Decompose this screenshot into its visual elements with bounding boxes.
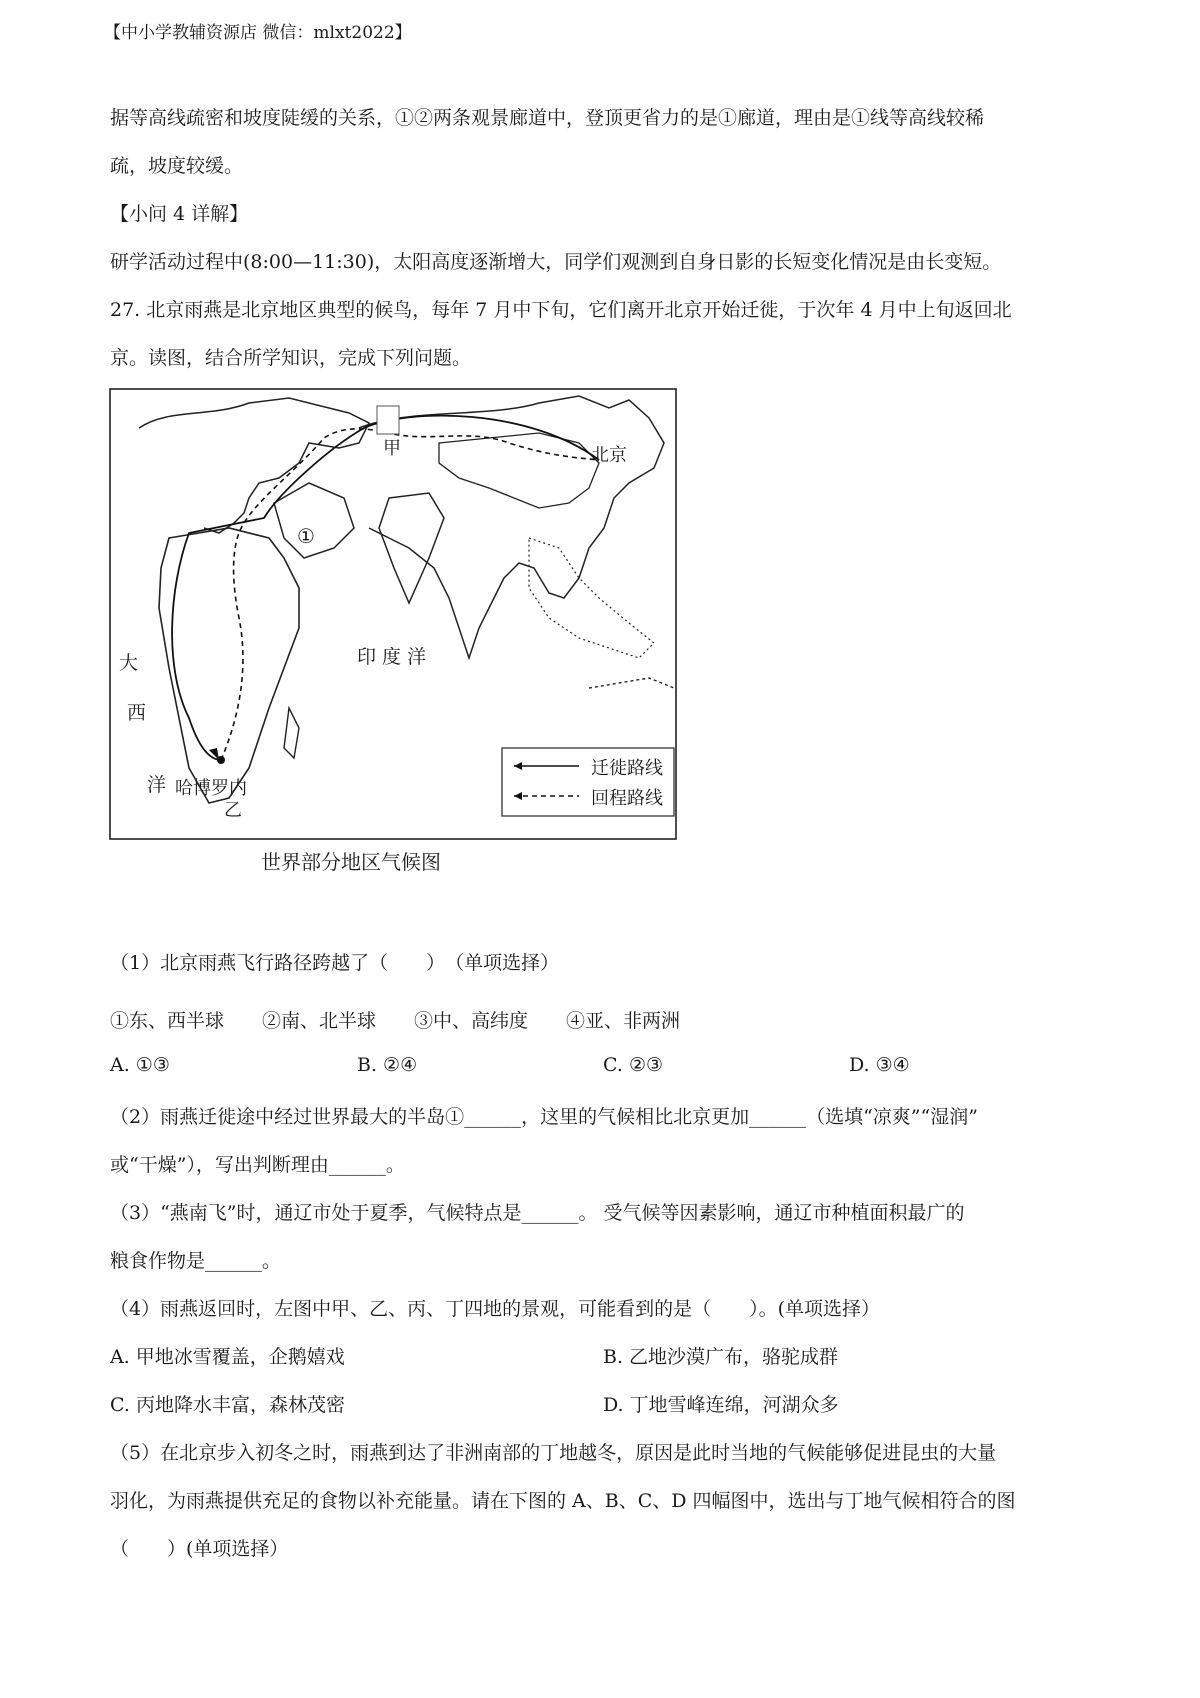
option-d: D. ③④: [849, 1054, 910, 1076]
legend-migrate: 迁徙路线: [591, 758, 663, 779]
label-indian-ocean: 印 度 洋: [357, 646, 427, 668]
label-atlantic-2: 西: [127, 702, 147, 724]
label-jia: 甲: [383, 438, 401, 459]
paragraph: 研学活动过程中(8:00—11:30)，太阳高度逐渐增大，同学们观测到自身日影的长短变化情况是由长变短。: [110, 251, 1002, 273]
option-c: C. 丙地降水丰富，森林茂密: [110, 1394, 345, 1416]
option-c: C. ②③: [603, 1054, 664, 1076]
map-caption: 世界部分地区气候图: [261, 850, 441, 874]
option-d: D. 丁地雪峰连绵，河湖众多: [603, 1394, 839, 1416]
question-5: 羽化，为雨燕提供充足的食物以补充能量。请在下图的 A、B、C、D 四幅图中，选出与丁地气候相符合的图: [110, 1490, 1016, 1512]
question-2: 或“干燥”），写出判断理由______。: [110, 1154, 405, 1176]
paragraph: 疏，坡度较缓。: [110, 155, 244, 177]
label-atlantic-3: 洋: [147, 774, 167, 796]
option-b: B. 乙地沙漠广布，骆驼成群: [603, 1346, 839, 1368]
legend-return: 回程路线: [591, 788, 663, 809]
nairobi-dot: [217, 756, 225, 764]
question-3: 粮食作物是______。: [110, 1250, 282, 1272]
label-yi: 乙: [224, 800, 242, 821]
question-3: （3）“燕南飞”时，通辽市处于夏季，气候特点是______。 受气候等因素影响，通辽市种植面积最广的: [110, 1202, 965, 1224]
question-5: （ ）(单项选择）: [110, 1538, 289, 1560]
page-header: 【中小学教辅资源店 微信：mlxt2022】: [104, 23, 412, 43]
question-27-stem: 27. 北京雨燕是北京地区典型的候鸟，每年 7 月中下旬，它们离开北京开始迁徙，于次年 4 月中上旬返回北: [110, 299, 1012, 321]
question-4: （4）雨燕返回时，左图中甲、乙、丙、丁四地的景观，可能看到的是（ ）。(单项选择）: [110, 1298, 881, 1320]
question-27-stem: 京。读图，结合所学知识，完成下列问题。: [110, 347, 472, 369]
option-a: A. 甲地冰雪覆盖，企鹅嬉戏: [110, 1346, 345, 1368]
label-nairobi: 哈博罗内: [175, 778, 247, 799]
question-1-items: ①东、西半球 ②南、北半球 ③中、高纬度 ④亚、非两洲: [110, 1010, 681, 1032]
paragraph: 据等高线疏密和坡度陡缓的关系，①②两条观景廊道中，登顶更省力的是①廊道，理由是①线等高线较稀: [110, 107, 985, 129]
label-beijing: 北京: [591, 445, 627, 466]
migration-map: [109, 388, 677, 840]
question-2: （2）雨燕迁徙途中经过世界最大的半岛①______，这里的气候相比北京更加______（选填“凉爽”“湿润”: [110, 1106, 978, 1128]
section-heading: 【小问 4 详解】: [110, 203, 249, 225]
option-b: B. ②④: [357, 1054, 418, 1076]
question-5: （5）在北京步入初冬之时，雨燕到达了非洲南部的丁地越冬，原因是此时当地的气候能够促进昆虫的大量: [110, 1442, 997, 1464]
label-circle-1: ①: [297, 524, 315, 548]
label-atlantic-1: 大: [119, 652, 139, 674]
option-a: A. ①③: [110, 1054, 170, 1076]
question-1: （1）北京雨燕飞行路径跨越了（ ） （单项选择）: [110, 952, 560, 974]
